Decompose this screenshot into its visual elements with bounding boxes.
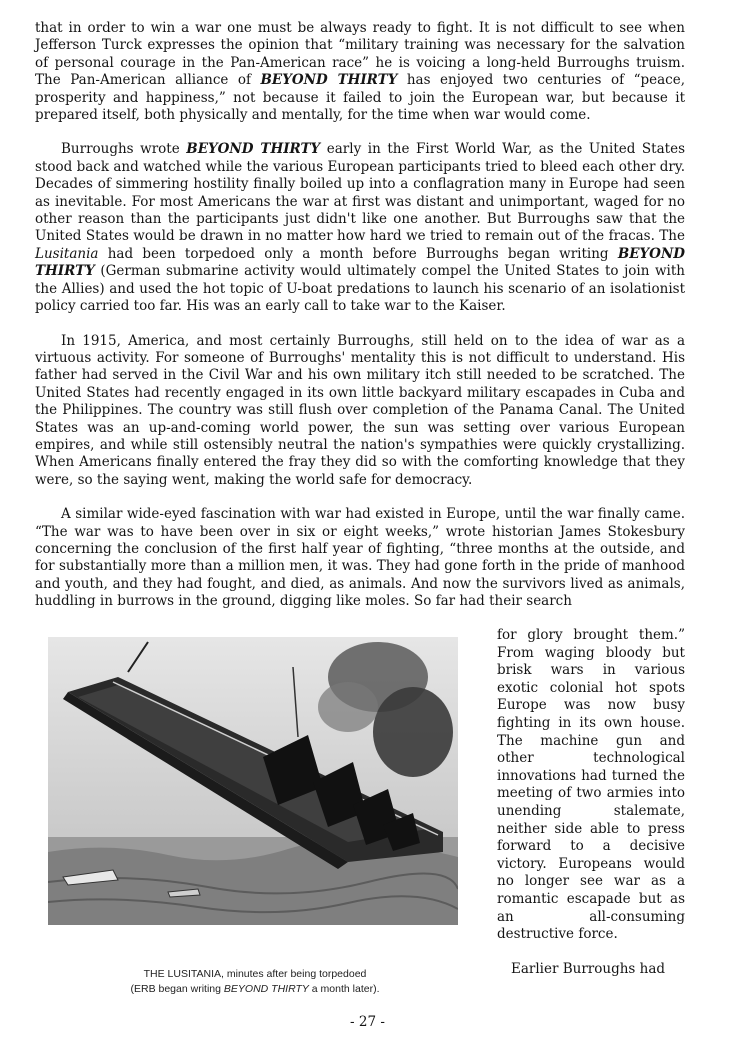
side-paragraph: for glory brought them.” From waging bloody but brisk wars in various exotic colonial hot spots Europe was now busy fighting in its own house. The machine gun and other technological innovations had turned the meeting of two armies into unending stalemate, neither side able to press forward to a decisive victory. Europeans would no longer see war as a romantic escapade but as an all-consuming destructive force. — [497, 627, 685, 943]
text-run: that in order to win a war one must be always ready to fight. It is not difficult to see when Jefferson Turck expresses the opinion that “military training was necessary for the salvation of personal courage in the Pan-American race” he is voicing a long-held Burroughs truism. The Pan-American alliance of — [35, 20, 685, 89]
caption-line-2 — [80, 982, 430, 997]
article-body — [35, 20, 685, 628]
side-text-column — [497, 627, 685, 978]
caption-book-title: BEYOND THIRTY — [223, 983, 309, 995]
book-title: BEYOND THIRTY — [260, 72, 398, 89]
figure-and-column — [35, 627, 685, 1007]
caption-line-1: THE LUSITANIA, minutes after being torpedoed — [143, 968, 367, 980]
text-run: had been torpedoed only a month before Burroughs began writing — [98, 245, 618, 262]
paragraph-1 — [35, 20, 685, 124]
caption-text: (ERB began writing — [130, 983, 224, 995]
book-title: BEYOND THIRTY — [186, 141, 321, 158]
ship-name: Lusitania — [35, 245, 99, 262]
sinking-ship-illustration — [48, 637, 458, 925]
side-last-line: Earlier Burroughs had — [511, 960, 666, 977]
caption-text: a month later). — [308, 983, 380, 995]
paragraph-4: A similar wide-eyed fascination with war had existed in Europe, until the war finally came. “The war was to have been over in six or eight weeks,” wrote historian James Stokesbury concerning the conclusion of the first half year of fighting, “three months at the outside, and for substantially more than a million men, it was. They had gone forth in the pride of manhood and youth, and they had fought, and died, as animals. And now the survivors lived as animals, huddling in burrows in the ground, digging like moles. So far had their search — [35, 506, 685, 610]
paragraph-2 — [35, 141, 685, 315]
figure-caption — [80, 967, 430, 997]
text-run: has enjoyed two centuries of “peace, prosperity and happiness,” not because it failed to join the European war, but because it prepared itself, both physically and mentally, for the time when war would come. — [35, 72, 686, 124]
book-title: BEYOND THIRTY — [35, 245, 685, 280]
text-run: Burroughs wrote — [61, 141, 187, 158]
paragraph-3: In 1915, America, and most certainly Burroughs, still held on to the idea of war as a virtuous activity. For someone of Burroughs' mentality this is not difficult to understand. His father had served in the Civil War and his own military itch still needed to be scratched. The United States had recently engaged in its own little backyard military escapades in Cuba and the Philippines. The country was still flush over completion of the Panama Canal. The United States was an up-and-coming world power, the sun was setting over various European empires, and while still ostensibly neutral the nation's sympathies were quickly crystallizing. When Americans finally entered the fray they did so with the comforting knowledge that they were, so the saying went, making the world safe for democracy. — [35, 332, 685, 488]
lusitania-photo — [48, 637, 458, 925]
text-run: early in the First World War, as the United States stood back and watched while the various European participants tried to bleed each other dry. Decades of simmering hostility finally boiled up into a conflagration many in Europe had seen as inevitable. For most Americans the war at first was distant and unimportant, waged for no other reason than the participants just didn't like one another. But Burroughs saw that the United States would be drawn in no matter how hard we tried to remain out of the fracas. The — [35, 141, 685, 245]
text-run: (German submarine activity would ultimately compel the United States to join with the Allies) and used the hot topic of U-boat predations to launch his scenario of an isolationist policy carried too far. His was an early call to take war to the Kaiser. — [35, 263, 685, 315]
page-number: - 27 - — [350, 1014, 385, 1030]
